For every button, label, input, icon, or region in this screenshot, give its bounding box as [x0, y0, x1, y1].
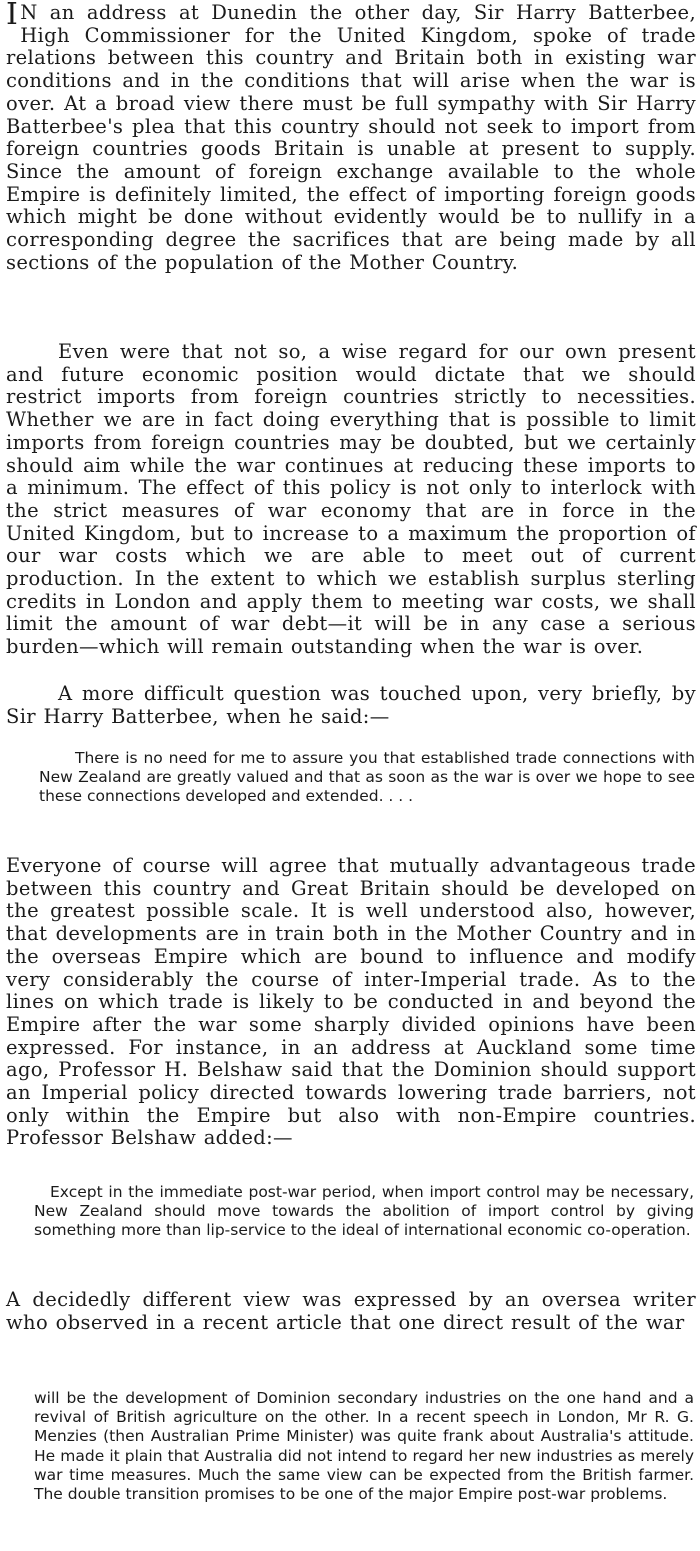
- paragraph-3: A more difficult question was touched upon, very briefly, by Sir Harry Batterbee, when he said:—: [6, 682, 696, 728]
- block-quote-3: will be the development of Dominion secondary industries on the one hand and a revival of British agriculture on the other. In a recent speech in London, Mr R. G. Menzies (then Australian Prime Minister) was quite frank about Australia's attitude. He made it plain that Australia did not intend to regard her new industries as merely war time measures. Much the same view can be expected from the British farmer. The double transition promises to be one of the major Empire post-war problems.: [34, 1389, 694, 1504]
- paragraph-1-text: N an address at Dunedin the other day, Sir Harry Batterbee, High Commissioner for the United Kingdom, spoke of trade relations between this country and Britain both in existing war conditions and in the conditions that will arise when the war is over. At a broad view there must be full sympathy with Sir Harry Batterbee's plea that this country should not seek to import from foreign countries goods Britain is unable at present to supply. Since the amount of foreign exchange available to the whole Empire is definitely limited, the effect of importing foreign goods which might be done without evidently would be to nullify in a corresponding degree the sacrifices that are being made by all sections of the population of the Mother Country.: [6, 1, 696, 274]
- drop-cap: I: [6, 0, 19, 32]
- paragraph-1: [6, 2, 696, 274]
- paragraph-5: A decidedly different view was expressed by an oversea writer who observed in a recent article that one direct result of the war: [6, 1288, 696, 1334]
- block-quote-2: Except in the immediate post-war period, when import control may be necessary, New Zealand should move towards the abolition of import control by giving something more than lip-service to the ideal of international economic co-operation.: [34, 1183, 694, 1240]
- block-quote-1: There is no need for me to assure you that established trade connections with New Zealand are greatly valued and that as soon as the war is over we hope to see these connections developed and extended. . . .: [39, 749, 695, 806]
- paragraph-2: Even were that not so, a wise regard for our own present and future economic position would dictate that we should restrict imports from foreign countries strictly to necessities. Whether we are in fact doing everything that is possible to limit imports from foreign countries may be doubted, but we certainly should aim while the war continues at reducing these imports to a minimum. The effect of this policy is not only to interlock with the strict measures of war economy that are in force in the United Kingdom, but to increase to a maximum the proportion of our war costs which we are able to meet out of current production. In the extent to which we establish surplus sterling credits in London and apply them to meeting war costs, we shall limit the amount of war debt—it will be in any case a serious burden—which will remain outstanding when the war is over.: [6, 340, 696, 659]
- paragraph-4: Everyone of course will agree that mutually advantageous trade between this country and Great Britain should be developed on the greatest possible scale. It is well understood also, however, that developments are in train both in the Mother Country and in the overseas Empire which are bound to influence and modify very considerably the course of inter-Imperial trade. As to the lines on which trade is likely to be conducted in and beyond the Empire after the war some sharply divided opinions have been expressed. For instance, in an address at Auckland some time ago, Professor H. Belshaw said that the Dominion should support an Imperial policy directed towards lowering trade barriers, not only within the Empire but also with non-Empire countries. Professor Belshaw added:—: [6, 854, 696, 1150]
